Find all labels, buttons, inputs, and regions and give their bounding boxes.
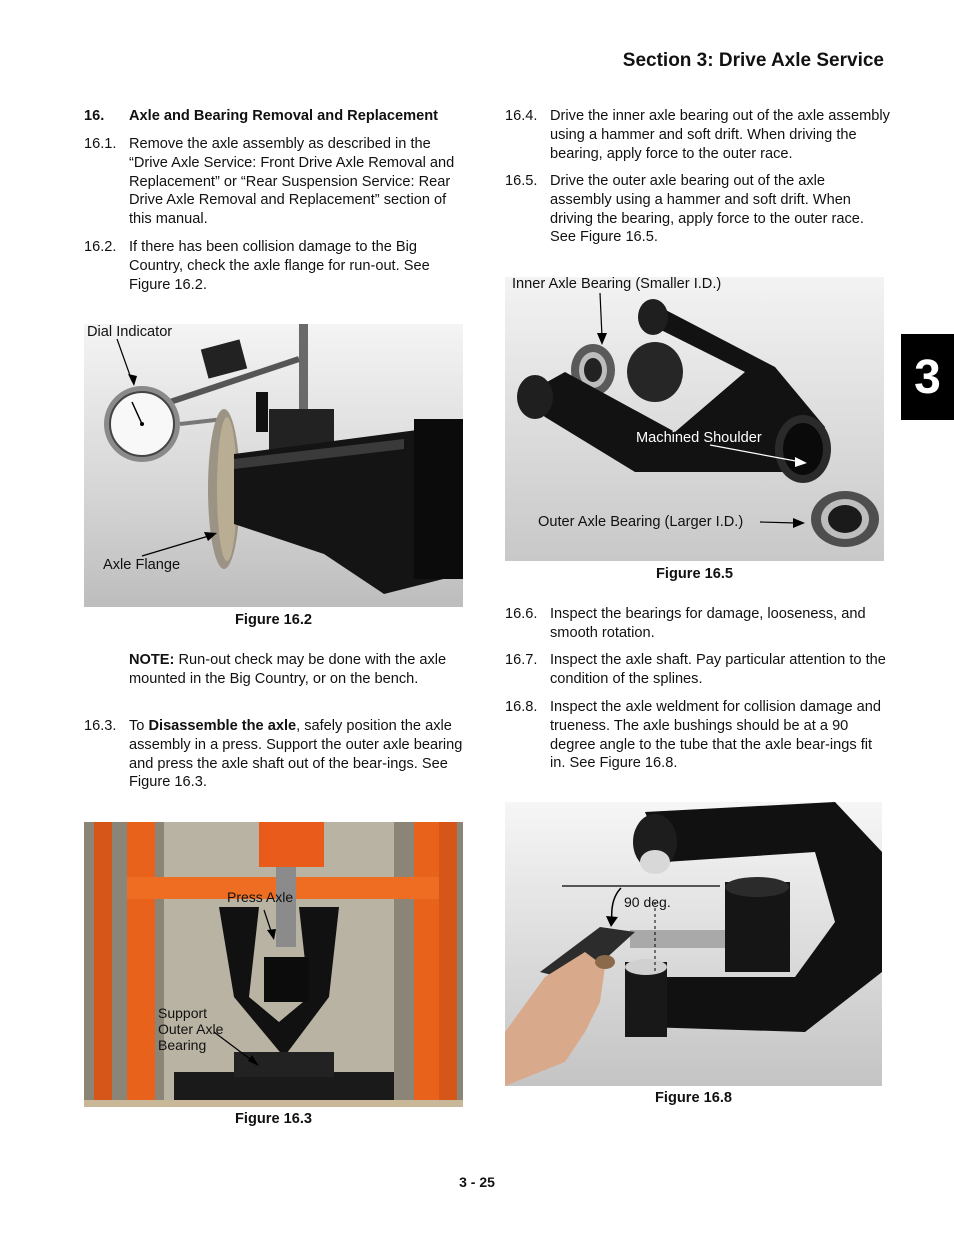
figure-16-8-caption: Figure 16.8 — [654, 1090, 733, 1106]
step-16-4 — [505, 107, 890, 163]
label-dial-indicator: Dial Indicator — [87, 324, 173, 340]
label-support-outer-axle-bearing: Support Outer Axle Bearing — [158, 1005, 224, 1053]
label-outer-axle-bearing: Outer Axle Bearing (Larger I.D.) — [538, 514, 744, 530]
heading-number: 16. — [84, 108, 105, 124]
step-text: Drive the inner axle bearing out of the axle assembly using a hammer and soft drift. When driving the bearing, apply force to the outer race. — [550, 108, 890, 162]
figure-16-5-caption: Figure 16.5 — [655, 566, 734, 582]
step-number: 16.4. — [505, 108, 538, 124]
figure-16-5-photo — [505, 277, 884, 561]
step-text: To Disassemble the axle, safely position the axle assembly in a press. Support the outer axle bearing and press the axle shaft out of the bear-ings. See Figure 16.3. — [129, 718, 463, 791]
note — [129, 651, 459, 689]
step-16-8 — [505, 698, 890, 773]
step-text: If there has been collision damage to the Big Country, check the axle flange for run-out. See Figure 16.2. — [129, 239, 430, 293]
note-text: Run-out check may be done with the axle mounted in the Big Country, or on the bench. — [129, 652, 447, 687]
section-tab-marker: 3 — [901, 334, 954, 420]
step-16-2 — [84, 238, 464, 294]
step-16-3 — [84, 717, 464, 792]
label-axle-flange: Axle Flange — [103, 557, 181, 573]
step-text: Inspect the axle shaft. Pay particular attention to the condition of the splines. — [550, 652, 886, 687]
section-title: Section 3: Drive Axle Service — [622, 50, 884, 71]
note-label: NOTE: — [129, 652, 175, 668]
label-inner-axle-bearing: Inner Axle Bearing (Smaller I.D.) — [512, 277, 722, 292]
step-16-5 — [505, 172, 890, 247]
label-machined-shoulder: Machined Shoulder — [636, 430, 762, 446]
step-number: 16.7. — [505, 652, 538, 668]
step-number: 16.2. — [84, 239, 117, 255]
figure-16-3-caption: Figure 16.3 — [234, 1111, 313, 1127]
label-90-degrees: 90 deg. — [624, 894, 671, 910]
heading-16 — [84, 107, 474, 126]
step-number: 16.1. — [84, 136, 117, 152]
step-text: Inspect the axle weldment for collision damage and trueness. The axle bushings should be at a 90 degree angle to the tube that the axle bear-ings fit in. See Figure 16.8. — [550, 699, 881, 772]
step-number: 16.3. — [84, 718, 117, 734]
step-text: Remove the axle assembly as described in the “Drive Axle Service: Front Drive Axle Removal and Replacement” or “Rear Suspension Service: Rear Drive Axle Removal and Replacement” section of this manual. — [129, 136, 455, 228]
step-16-6 — [505, 605, 890, 643]
figure-16-2-caption: Figure 16.2 — [234, 612, 313, 628]
figure-16-3-photo — [84, 822, 463, 1107]
step-16-1 — [84, 135, 464, 229]
step-number: 16.6. — [505, 606, 538, 622]
figure-16-2-photo — [84, 324, 463, 607]
step-text: Inspect the bearings for damage, looseness, and smooth rotation. — [550, 606, 866, 641]
step-text: Drive the outer axle bearing out of the axle assembly using a hammer and soft drift. When driving the bearing, apply force to the outer race. See Figure 16.5. — [550, 173, 864, 246]
label-press-axle: Press Axle — [227, 889, 294, 905]
figure-16-8-photo — [505, 802, 882, 1086]
heading-title: Axle and Bearing Removal and Replacement — [129, 108, 438, 124]
step-16-7 — [505, 651, 890, 689]
page-number: 3 - 25 — [459, 1174, 495, 1190]
step-number: 16.5. — [505, 173, 538, 189]
step-number: 16.8. — [505, 699, 538, 715]
